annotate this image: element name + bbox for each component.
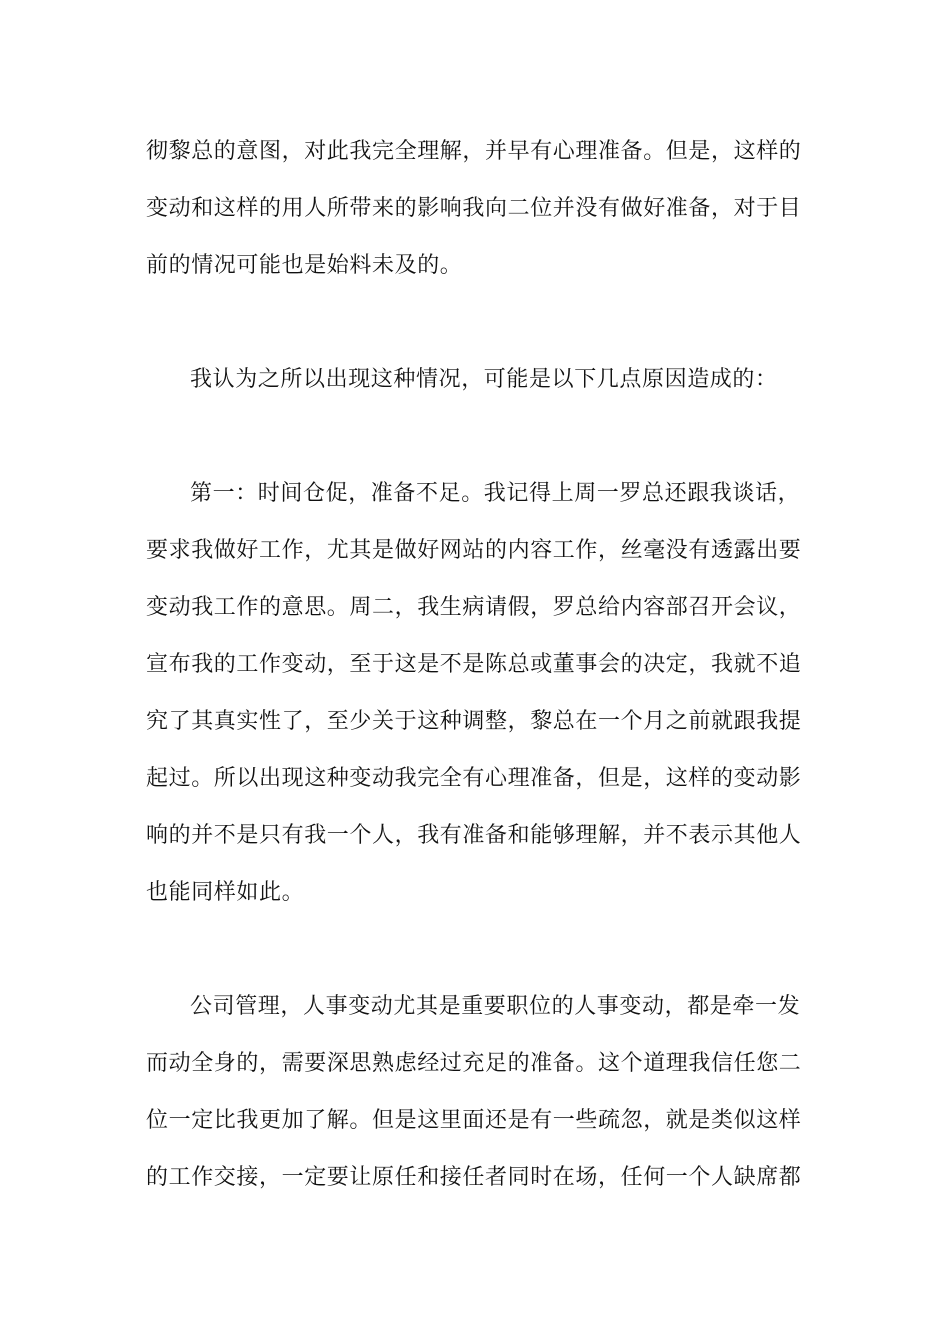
paragraph-4-line-2: 而动全身的，需要深思熟虑经过充足的准备。这个道理我信任您二: [146, 1051, 802, 1076]
paragraph-3-line-7: 响的并不是只有我一个人，我有准备和能够理解，并不表示其他人: [146, 823, 802, 848]
paragraph-3-line-2: 要求我做好工作，尤其是做好网站的内容工作，丝毫没有透露出要: [146, 538, 802, 563]
paragraph-3-line-1: 第一：时间仓促，准备不足。我记得上周一罗总还跟我谈话，: [190, 481, 801, 506]
paragraph-1-line-3: 前的情况可能也是始料未及的。: [146, 253, 463, 278]
paragraph-1-line-2: 变动和这样的用人所带来的影响我向二位并没有做好准备，对于目: [146, 196, 802, 221]
paragraph-4-line-3: 位一定比我更加了解。但是这里面还是有一些疏忽，就是类似这样: [146, 1108, 802, 1133]
paragraph-1-line-1: 彻黎总的意图，对此我完全理解，并早有心理准备。但是，这样的: [146, 139, 802, 164]
paragraph-3-line-5: 究了其真实性了，至少关于这种调整，黎总在一个月之前就跟我提: [146, 709, 802, 734]
paragraph-3-line-3: 变动我工作的意思。周二，我生病请假，罗总给内容部召开会议，: [146, 595, 802, 620]
paragraph-3-line-6: 起过。所以出现这种变动我完全有心理准备，但是，这样的变动影: [146, 766, 802, 791]
paragraph-3-line-4: 宣布我的工作变动，至于这是不是陈总或董事会的决定，我就不追: [146, 652, 802, 677]
paragraph-2-line-1: 我认为之所以出现这种情况，可能是以下几点原因造成的：: [190, 367, 778, 392]
paragraph-4-line-1: 公司管理，人事变动尤其是重要职位的人事变动，都是牵一发: [190, 994, 801, 1019]
paragraph-3-line-8: 也能同样如此。: [146, 880, 305, 905]
paragraph-4-line-4: 的工作交接，一定要让原任和接任者同时在场，任何一个人缺席都: [146, 1165, 802, 1190]
